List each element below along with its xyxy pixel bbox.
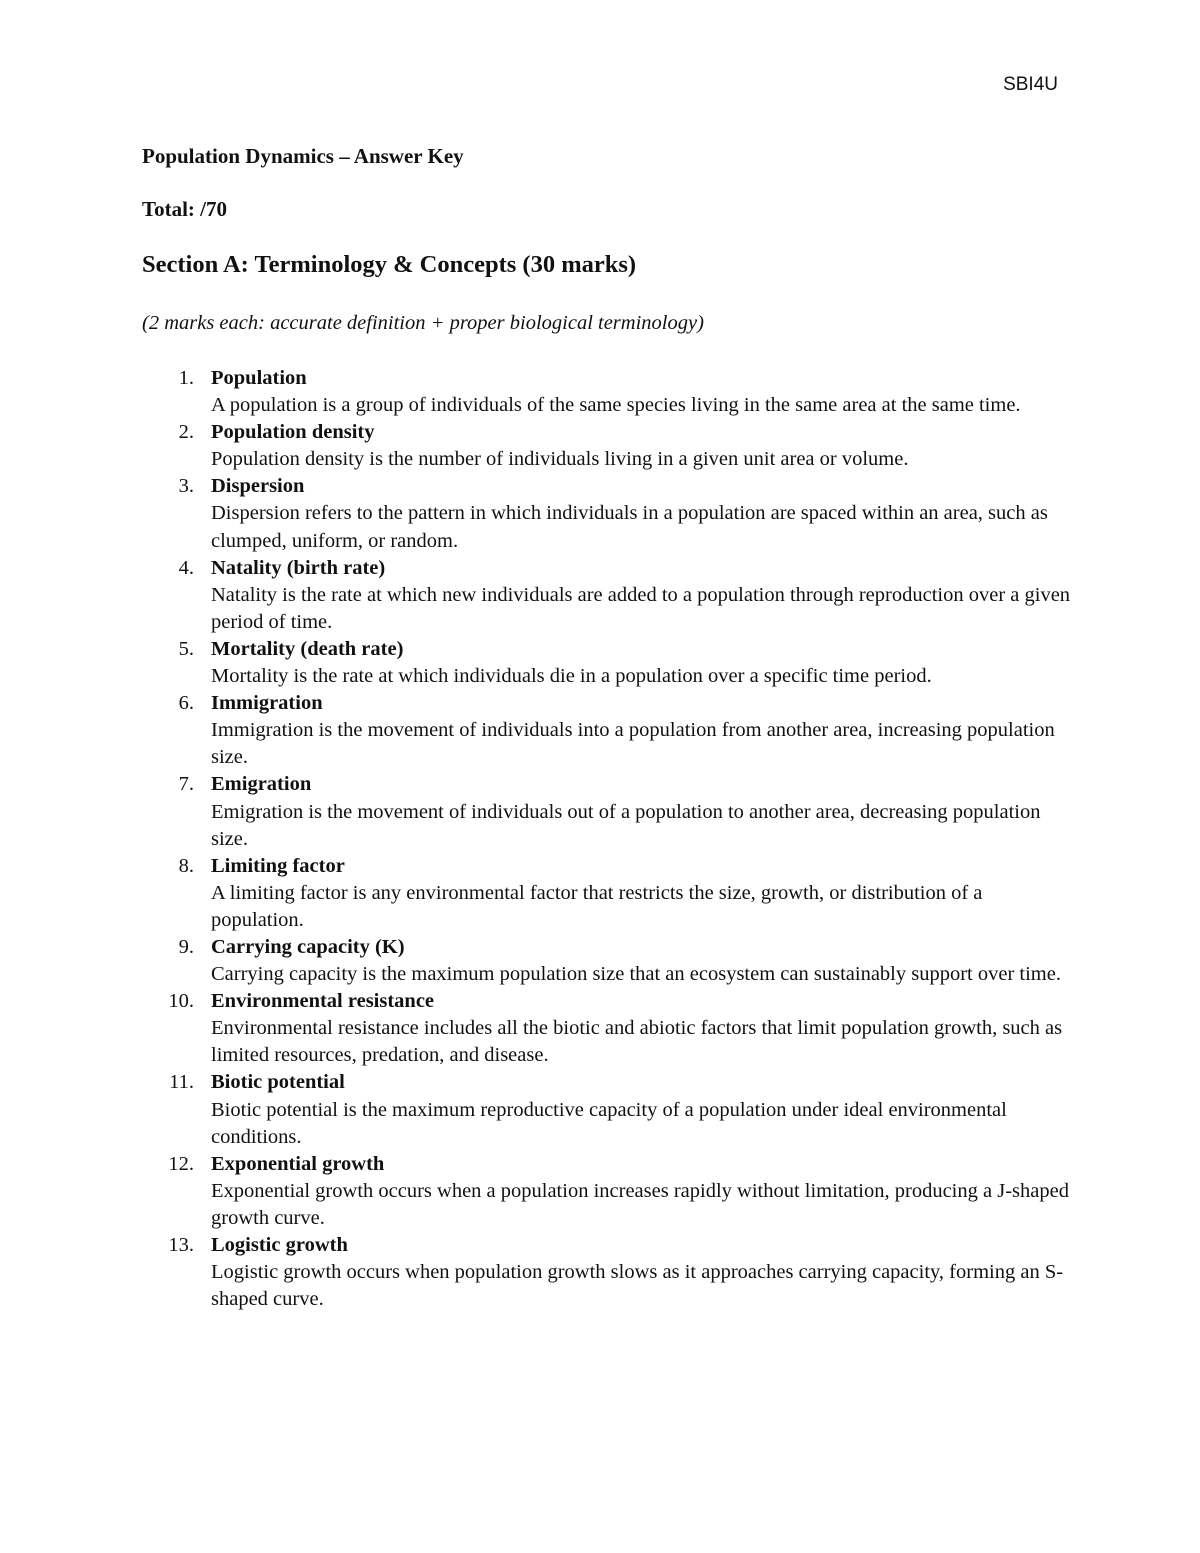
term-name: Mortality (death rate) — [211, 637, 404, 660]
term-name: Immigration — [211, 692, 323, 715]
term-definition: Mortality is the rate at which individuals die in a population over a specific time period. — [211, 665, 932, 688]
term-definition: Dispersion refers to the pattern in which individuals in a population are spaced within an area, such as clumped, uniform, or random. — [211, 502, 1048, 552]
item-number: 13. — [168, 1234, 194, 1256]
term-definition: Natality is the rate at which new individuals are added to a population through reproduction over a given period of time. — [211, 583, 1071, 633]
term-list — [142, 365, 1072, 1313]
list-item — [142, 771, 1072, 852]
item-number: 10. — [168, 990, 194, 1013]
list-item — [142, 636, 1072, 690]
item-number: 1. — [178, 367, 194, 389]
term-name: Biotic potential — [211, 1071, 345, 1094]
term-name: Limiting factor — [211, 854, 345, 877]
list-item — [142, 988, 1072, 1069]
term-definition: Population density is the number of individuals living in a given unit area or volume. — [211, 448, 909, 471]
total-marks: Total: /70 — [142, 197, 227, 221]
term-definition: Emigration is the movement of individuals out of a population to another area, decreasing population size. — [211, 800, 1041, 850]
term-name: Carrying capacity (K) — [211, 935, 405, 958]
term-definition: A population is a group of individuals of the same species living in the same area at the same time. — [211, 394, 1021, 417]
item-number: 11. — [169, 1071, 194, 1094]
item-number: 6. — [178, 692, 194, 715]
term-definition: Environmental resistance includes all the biotic and abiotic factors that limit population growth, such as limited resources, predation, and disease. — [211, 1017, 1063, 1067]
list-item — [142, 690, 1072, 771]
page-title: Population Dynamics – Answer Key — [142, 144, 464, 168]
term-name: Population density — [211, 421, 375, 444]
term-name: Emigration — [211, 773, 312, 796]
item-number: 2. — [178, 421, 194, 444]
list-item — [142, 365, 1072, 419]
term-name: Environmental resistance — [211, 990, 435, 1013]
term-name: Population — [211, 367, 307, 389]
marking-note: (2 marks each: accurate definition + proper biological terminology) — [142, 312, 704, 334]
term-definition: Logistic growth occurs when population growth slows as it approaches carrying capacity, forming an S-shaped curve. — [211, 1261, 1064, 1311]
item-number: 8. — [178, 854, 194, 877]
list-item — [142, 555, 1072, 636]
section-heading: Section A: Terminology & Concepts (30 marks) — [142, 251, 637, 278]
course-code: SBI4U — [1003, 74, 1058, 95]
term-definition: A limiting factor is any environmental factor that restricts the size, growth, or distribution of a population. — [211, 881, 983, 931]
term-definition: Exponential growth occurs when a population increases rapidly without limitation, producing a J-shaped growth curve. — [211, 1179, 1069, 1229]
item-number: 9. — [178, 935, 194, 958]
list-item — [142, 1069, 1072, 1150]
term-name: Dispersion — [211, 475, 305, 498]
list-item — [142, 473, 1072, 554]
list-item — [142, 1151, 1072, 1232]
item-number: 5. — [178, 637, 194, 660]
item-number: 3. — [178, 475, 194, 498]
list-item — [142, 853, 1072, 934]
term-name: Logistic growth — [211, 1234, 348, 1256]
term-definition: Immigration is the movement of individuals into a population from another area, increasing population size. — [211, 719, 1055, 769]
term-name: Exponential growth — [211, 1152, 385, 1175]
term-definition: Carrying capacity is the maximum population size that an ecosystem can sustainably support over time. — [211, 963, 1061, 986]
item-number: 7. — [178, 773, 194, 796]
list-item — [142, 934, 1072, 988]
item-number: 4. — [178, 556, 194, 579]
list-item — [142, 1232, 1072, 1313]
term-definition: Biotic potential is the maximum reproductive capacity of a population under ideal environmental conditions. — [211, 1098, 1007, 1148]
list-item — [142, 419, 1072, 473]
term-name: Natality (birth rate) — [211, 556, 386, 579]
item-number: 12. — [168, 1152, 194, 1175]
